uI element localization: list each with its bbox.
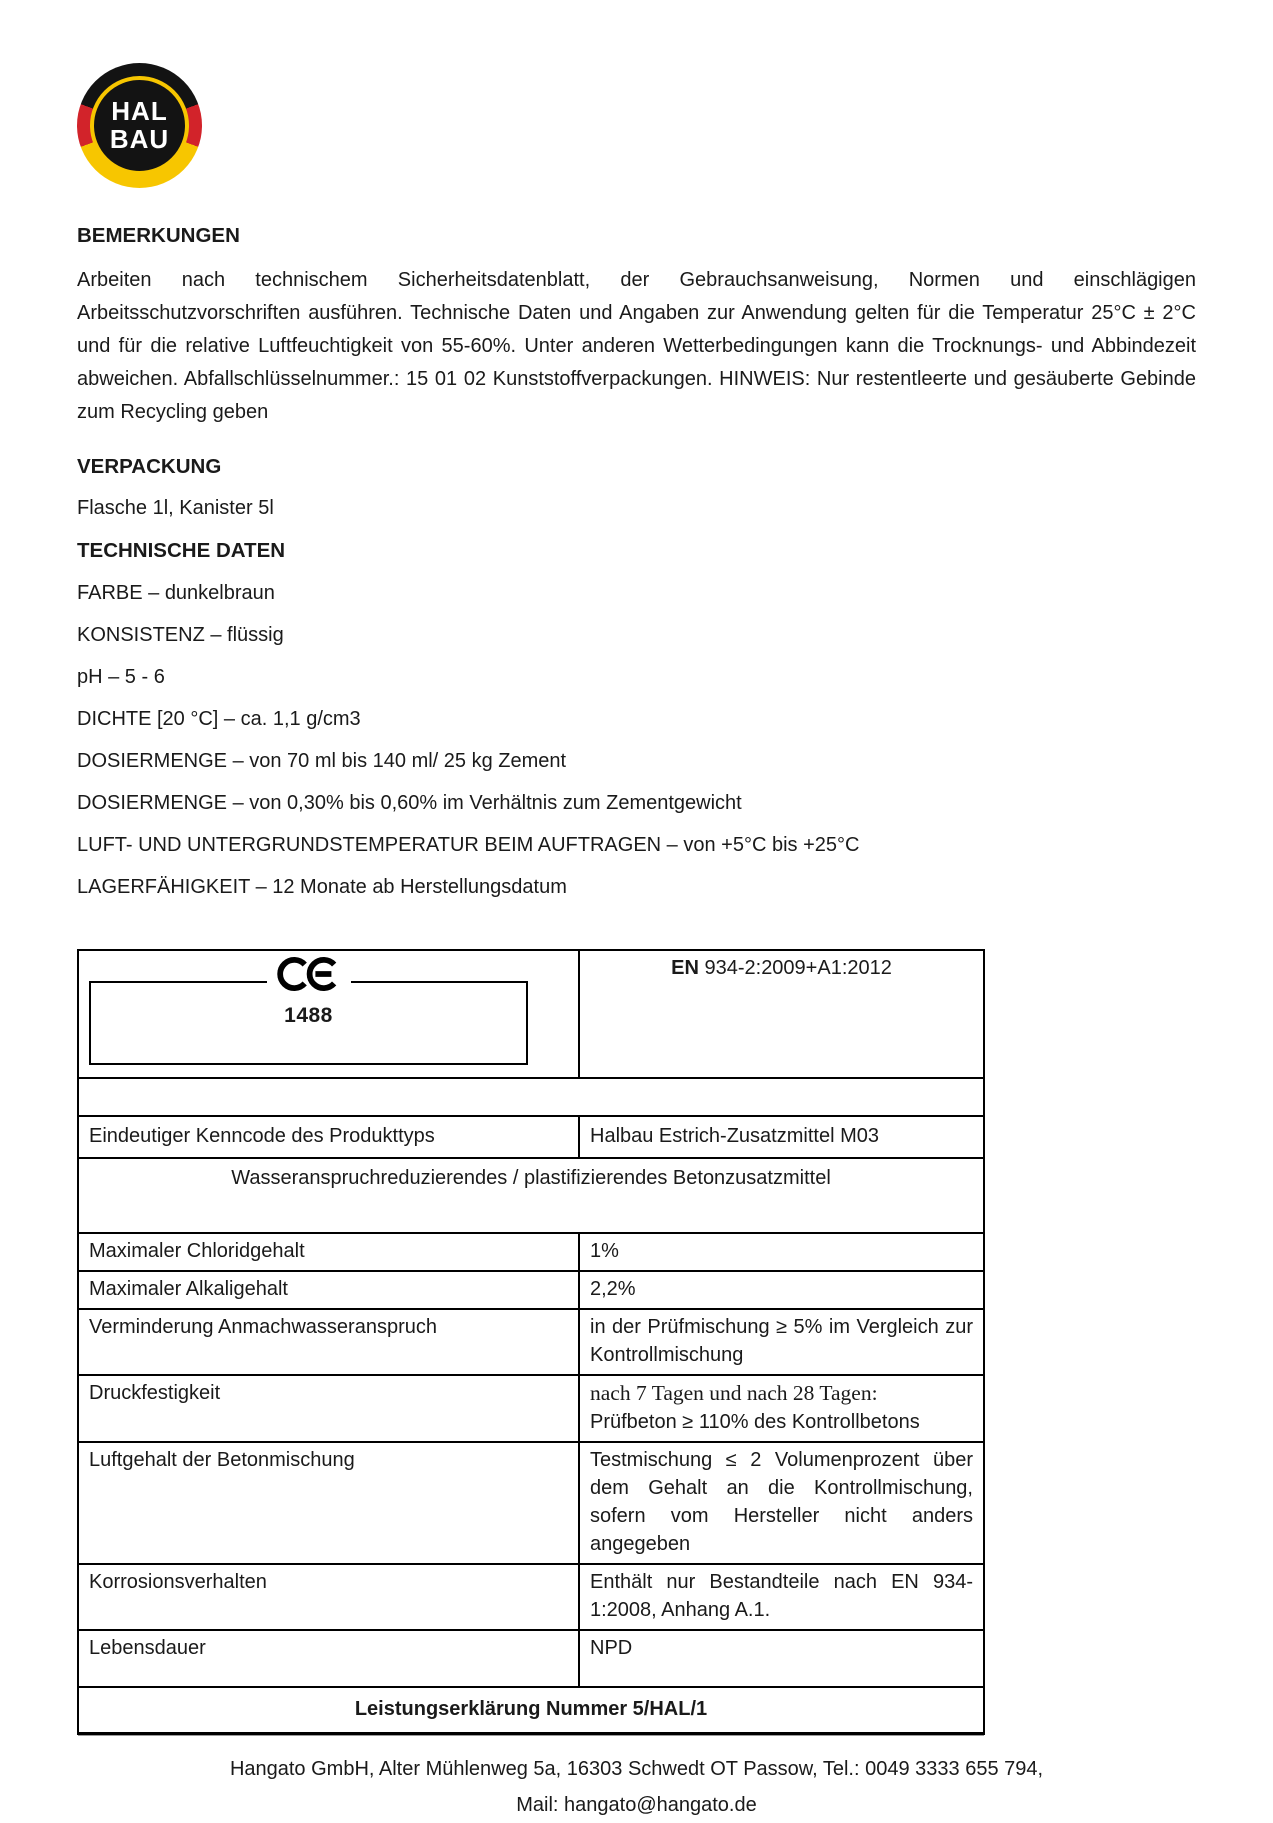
kenncode-label-cell: Eindeutiger Kenncode des Produkttyps	[78, 1116, 579, 1158]
spec-label-cell: Maximaler Alkaligehalt	[78, 1271, 579, 1309]
declaration-row	[78, 1687, 984, 1734]
kenncode-value-cell: Halbau Estrich-Zusatzmittel M03	[579, 1116, 984, 1158]
technical-list	[77, 582, 1196, 899]
spacer-cell	[78, 1078, 984, 1116]
en-standard-number: 934-2:2009+A1:2012	[698, 956, 892, 979]
ce-declaration-table	[77, 949, 985, 1735]
spec-value-line: Prüfbeton ≥ 110% des Kontrollbetons	[590, 1410, 920, 1433]
en-standard-cell	[579, 950, 984, 1078]
spec-label-cell: Verminderung Anmachwasseranspruch	[78, 1309, 579, 1375]
spec-value-cell: in der Prüfmischung ≥ 5% im Vergleich zur Kontrollmischung	[579, 1309, 984, 1375]
spec-value-cell	[579, 1375, 984, 1442]
spec-value-cell: Testmischung ≤ 2 Volumenprozent über dem Gehalt an die Kontrollmischung, sofern vom Hersteller nicht anders angegeben	[579, 1442, 984, 1564]
packaging-heading: VERPACKUNG	[77, 454, 222, 478]
spec-row	[78, 1309, 984, 1375]
ce-cell	[78, 950, 579, 1078]
technical-data-item: LAGERFÄHIGKEIT – 12 Monate ab Herstellungsdatum	[77, 875, 567, 898]
technical-data-item: FARBE – dunkelbraun	[77, 581, 275, 604]
spec-row	[78, 1271, 984, 1309]
footer-line-2: Mail: hangato@hangato.de	[516, 1793, 757, 1816]
logo-disc	[90, 76, 189, 175]
remarks-heading: BEMERKUNGEN	[77, 224, 240, 247]
spec-label-cell: Lebensdauer	[78, 1630, 579, 1687]
spec-value-cell: NPD	[579, 1630, 984, 1687]
halbau-logo	[77, 63, 202, 188]
technical-heading: TECHNISCHE DATEN	[77, 539, 286, 563]
footer-contact	[77, 1751, 1196, 1823]
spacer-row	[78, 1078, 984, 1116]
packaging-value: Flasche 1l, Kanister 5l	[77, 497, 274, 520]
technical-data-item: KONSISTENZ – flüssig	[77, 623, 284, 646]
spec-value-serif-line: nach 7 Tagen und nach 28 Tagen:	[590, 1380, 878, 1405]
declaration-cell: Leistungserklärung Nummer 5/HAL/1	[78, 1687, 984, 1734]
ce-marking-row	[78, 950, 984, 1078]
spec-label-cell: Druckfestigkeit	[78, 1375, 579, 1442]
product-description-row	[78, 1158, 984, 1233]
product-description-cell: Wasseranspruchreduzierendes / plastifizierendes Betonzusatzmittel	[78, 1158, 984, 1233]
technical-data-item: DOSIERMENGE – von 70 ml bis 140 ml/ 25 kg Zement	[77, 749, 567, 772]
spec-value-cell: 1%	[579, 1233, 984, 1271]
remarks-paragraph: Arbeiten nach technischem Sicherheitsdatenblatt, der Gebrauchsanweisung, Normen und einschlägigen Arbeitsschutzvorschriften ausführen. Technische Daten und Angaben zur Anwendung gelten für die Temperatur 25°C ± 2°C und für die relative Luftfeuchtigkeit von 55-60%. Unter anderen Wetterbedingungen kann die Trocknungs- und Abbindezeit abweichen. Abfallschlüsselnummer.: 15 01 02 Kunststoffverpackungen. HINWEIS: Nur restentleerte und gesäuberte Gebinde zum Recycling geben	[77, 268, 1196, 423]
logo-text-bau: BAU	[109, 123, 170, 154]
spec-value-cell: Enthält nur Bestandteile nach EN 934-1:2008, Anhang A.1.	[579, 1564, 984, 1630]
technical-data-item: DOSIERMENGE – von 0,30% bis 0,60% im Verhältnis zum Zementgewicht	[77, 791, 742, 814]
notified-body-box	[89, 981, 528, 1065]
footer-line-1: Hangato GmbH, Alter Mühlenweg 5a, 16303 Schwedt OT Passow, Tel.: 0049 3333 655 794,	[229, 1757, 1044, 1780]
logo-text-hal: HAL	[111, 96, 168, 127]
spec-row	[78, 1564, 984, 1630]
en-standard-prefix: EN	[671, 956, 699, 979]
technical-data-item: pH – 5 - 6	[77, 665, 165, 688]
spec-row	[78, 1442, 984, 1564]
spec-value-cell: 2,2%	[579, 1271, 984, 1309]
spec-row	[78, 1375, 984, 1442]
notified-body-number: 1488	[284, 1003, 333, 1027]
ce-marking-icon	[267, 953, 351, 995]
technical-data-item: LUFT- UND UNTERGRUNDSTEMPERATUR BEIM AUFTRAGEN – von +5°C bis +25°C	[77, 833, 860, 856]
kenncode-row	[78, 1116, 984, 1158]
technical-data-item: DICHTE [20 °C] – ca. 1,1 g/cm3	[77, 707, 361, 730]
spec-row	[78, 1630, 984, 1687]
spec-label-cell: Korrosionsverhalten	[78, 1564, 579, 1630]
spec-label-cell: Maximaler Chloridgehalt	[78, 1233, 579, 1271]
spec-row	[78, 1233, 984, 1271]
spec-label-cell: Luftgehalt der Betonmischung	[78, 1442, 579, 1564]
